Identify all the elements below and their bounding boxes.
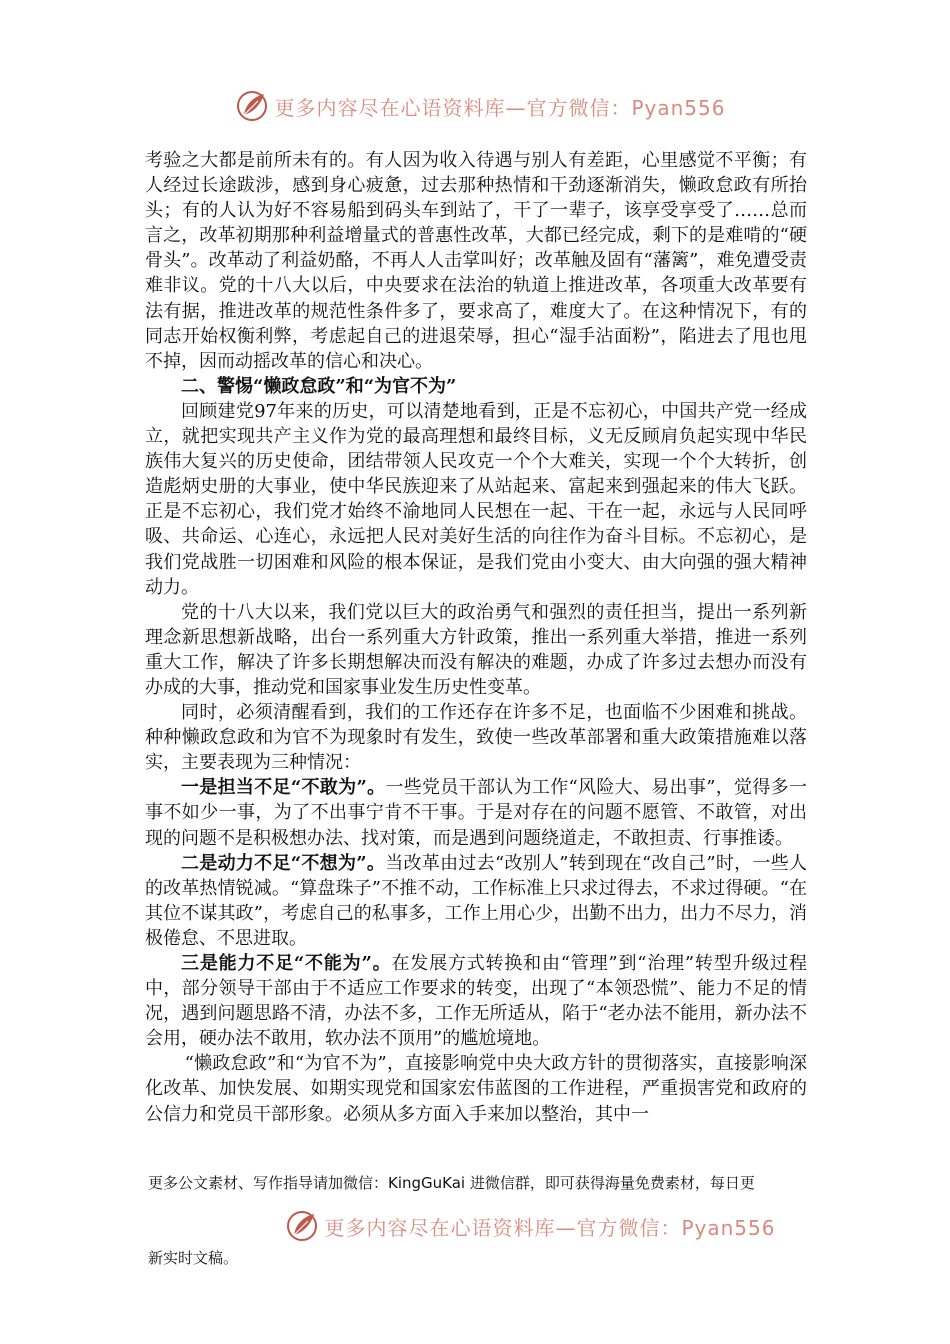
section-heading: 二、警惕“懒政怠政”和“为官不为” (181, 375, 457, 397)
watermark-text: 更多内容尽在心语资料库—官方微信：Pyan556 (274, 95, 726, 120)
paragraph (145, 951, 807, 1051)
leaf-logo-icon (234, 88, 270, 124)
point-text: 一些党员干部认为工作“风险大、易出事”，觉得多一事不如少一事，为了不出事宁肯不干事。于是对存在的问题不愿管、不敢管，对出现的问题不是积极想办法、找对策，而是遇到问题绕道走，不敢担责、行事推诿。 (145, 777, 807, 849)
point-lead: 一是担当不足“不敢为”。 (181, 777, 386, 799)
paragraph: 党的十八大以来，我们党以巨大的政治勇气和强烈的责任担当，提出一系列新理念新思想新战略，出台一系列重大方针政策，推出一系列重大举措，推进一系列重大工作，解决了许多长期想解决而没有解决的难题，办成了许多过去想办而没有办成的大事，推动党和国家事业发生历史性变革。 (145, 601, 807, 698)
leaf-logo-icon (284, 1208, 320, 1244)
point-text: 在发展方式转换和由“管理”到“治理”转型升级过程中，部分领导干部由于不适应工作要求的转变，出现了“本领恐慌”、能力不足的情况，遇到问题思路不清，办法不多，工作无所适从，陷于“老办法不能用，新办法不会用，硬办法不敢用，软办法不顶用”的尴尬境地。 (145, 953, 807, 1050)
footer-tail: 新实时文稿。 (148, 1249, 239, 1267)
watermark-text: 更多内容尽在心语资料库—官方微信：Pyan556 (324, 1215, 776, 1240)
paragraph: 考验之大都是前所未有的。有人因为收入待遇与别人有差距，心里感觉不平衡；有人经过长途跋涉，感到身心疲惫，过去那种热情和干劲逐渐消失，懒政怠政有所抬头；有的人认为好不容易船到码头车到站了，干了一辈子，该享受享受了……总而言之，改革初期那种利益增量式的普惠性改革，大都已经完成，剩下的是难啃的“硬骨头”。改革动了利益奶酪，不再人人击掌叫好；改革触及固有“藩篱”，难免遭受责难非议。党的十八大以后，中央要求在法治的轨道上推进改革，各项重大改革要有法有据，推进改革的规范性条件多了，要求高了，难度大了。在这种情况下，有的同志开始权衡利弊，考虑起自己的进退荣辱，担心“湿手沾面粉”，陷进去了甩也甩不掉，因而动摇改革的信心和决心。 (145, 150, 807, 372)
point-lead: 三是能力不足“不能为”。 (181, 953, 392, 974)
point-lead: 二是动力不足“不想为”。 (181, 852, 386, 874)
watermark-banner-top (5, 86, 950, 126)
point-text: 当改革由过去“改别人”转到现在“改自己”时，一些人的改革热情锐减。“算盘珠子”不推不动，工作标准上只求过得去，不求过得硬。“在其位不谋其政”，考虑自己的私事多，工作上用心少，出勤不出力，出力不尽力，消极倦怠、不思进取。 (145, 852, 807, 949)
paragraph: “懒政怠政”和“为官不为”，直接影响党中央大政方针的贯彻落实，直接影响深化改革、加快发展、如期实现党和国家宏伟蓝图的工作进程，严重损害党和政府的公信力和党员干部形象。必须从多方面入手来加以整治，其中一 (145, 1053, 807, 1125)
paragraph: 回顾建党97年来的历史，可以清楚地看到，正是不忘初心，中国共产党一经成立，就把实现共产主义作为党的最高理想和最终目标，义无反顾肩负起实现中华民族伟大复兴的历史使命，团结带领人民攻克一个个大难关，实现一个个大转折，创造彪炳史册的大事业，使中华民族迎来了从站起来、富起来到强起来的伟大飞跃。正是不忘初心，我们党才始终不渝地同人民想在一起、干在一起，永远与人民同呼吸、共命运、心连心，永远把人民对美好生活的向往作为奋斗目标。不忘初心，是我们党战胜一切困难和风险的根本保证，是我们党由小变大、由大向强的强大精神动力。 (145, 400, 807, 598)
footer-note: 更多公文素材、写作指导请加微信：KingGuKai 进微信群，即可获得海量免费素材，每日更 (148, 1174, 755, 1192)
document-body (145, 148, 807, 1127)
watermark-banner-bottom (55, 1206, 950, 1246)
paragraph: 同时，必须清醒看到，我们的工作还存在许多不足，也面临不少困难和挑战。种种懒政怠政和为官不为现象时有发生，致使一些改革部署和重大政策措施难以落实，主要表现为三种情况： (145, 702, 807, 774)
paragraph (145, 851, 807, 951)
paragraph (145, 775, 807, 850)
